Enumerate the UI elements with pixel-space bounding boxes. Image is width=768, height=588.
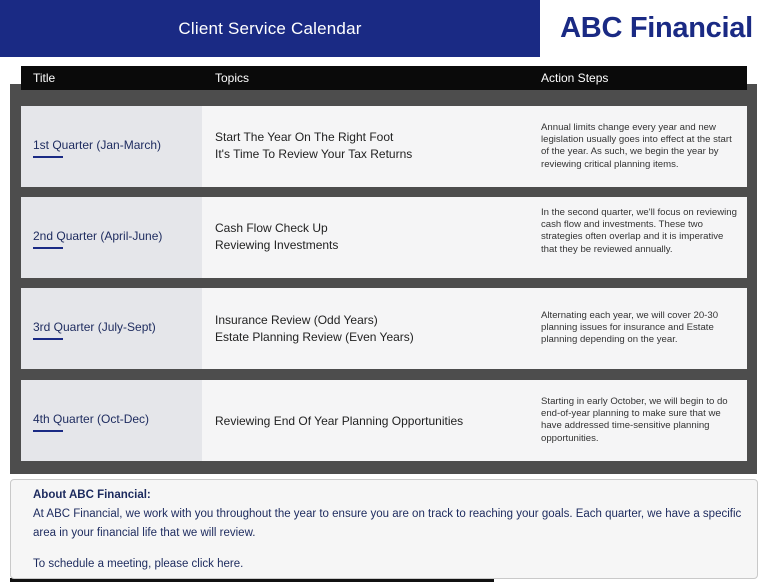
topic-item: It's Time To Review Your Tax Returns	[215, 147, 413, 161]
calendar-row-q3	[21, 288, 747, 369]
topic-item: Reviewing End Of Year Planning Opportunities	[215, 414, 464, 428]
company-logo: ABC Financial	[560, 12, 753, 44]
row-topics	[215, 312, 525, 346]
topic-item: Reviewing Investments	[215, 238, 339, 252]
about-box	[10, 479, 758, 579]
row-title: 1st Quarter (Jan-March)	[33, 138, 162, 152]
calendar-row-q4	[21, 380, 747, 461]
row-action-steps: Annual limits change every year and new legislation usually goes into effect at the start of the year. As such, we begin the year by reviewing critical planning items.	[541, 122, 732, 170]
topic-item: Insurance Review (Odd Years)	[215, 313, 378, 327]
column-header-topics: Topics	[215, 71, 250, 85]
calendar-row-q2	[21, 197, 747, 278]
calendar-row-q1	[21, 106, 747, 187]
row-topics	[215, 413, 525, 430]
column-header-action-steps: Action Steps	[541, 71, 609, 85]
row-title: 2nd Quarter (April-June)	[33, 229, 163, 243]
row-title-cell	[21, 197, 202, 278]
about-title: About ABC Financial:	[33, 489, 151, 501]
row-title: 4th Quarter (Oct-Dec)	[33, 412, 150, 426]
row-topics	[215, 129, 525, 163]
topic-item: Cash Flow Check Up	[215, 221, 328, 235]
row-title-cell	[21, 106, 202, 187]
title-underline	[33, 338, 63, 340]
topic-item: Start The Year On The Right Foot	[215, 130, 394, 144]
topic-item: Estate Planning Review (Even Years)	[215, 330, 414, 344]
schedule-meeting-link[interactable]: To schedule a meeting, please click here.	[33, 558, 244, 570]
title-underline	[33, 430, 63, 432]
page-title: Client Service Calendar	[178, 19, 362, 38]
title-underline	[33, 247, 63, 249]
row-title-cell	[21, 380, 202, 461]
row-title: 3rd Quarter (July-Sept)	[33, 320, 156, 334]
row-action-steps: Starting in early October, we will begin to do end-of-year planning to make sure that we have addressed time-sensitive planning opportunities.	[541, 396, 728, 444]
row-topics	[215, 220, 525, 254]
row-title-cell	[21, 288, 202, 369]
row-action-steps: Alternating each year, we will cover 20-30 planning issues for insurance and Estate planning depending on the year.	[541, 310, 719, 346]
about-text: At ABC Financial, we work with you throughout the year to ensure you are on track to reaching your goals. Each quarter, we have a specific area in your financial life that we will review.	[33, 508, 742, 539]
column-header-row	[21, 66, 747, 90]
column-header-title: Title	[33, 71, 56, 85]
row-action-steps: In the second quarter, we'll focus on reviewing cash flow and investments. These two strategies often overlap and it is imperative that they be reviewed annually.	[541, 207, 737, 255]
title-underline	[33, 156, 63, 158]
